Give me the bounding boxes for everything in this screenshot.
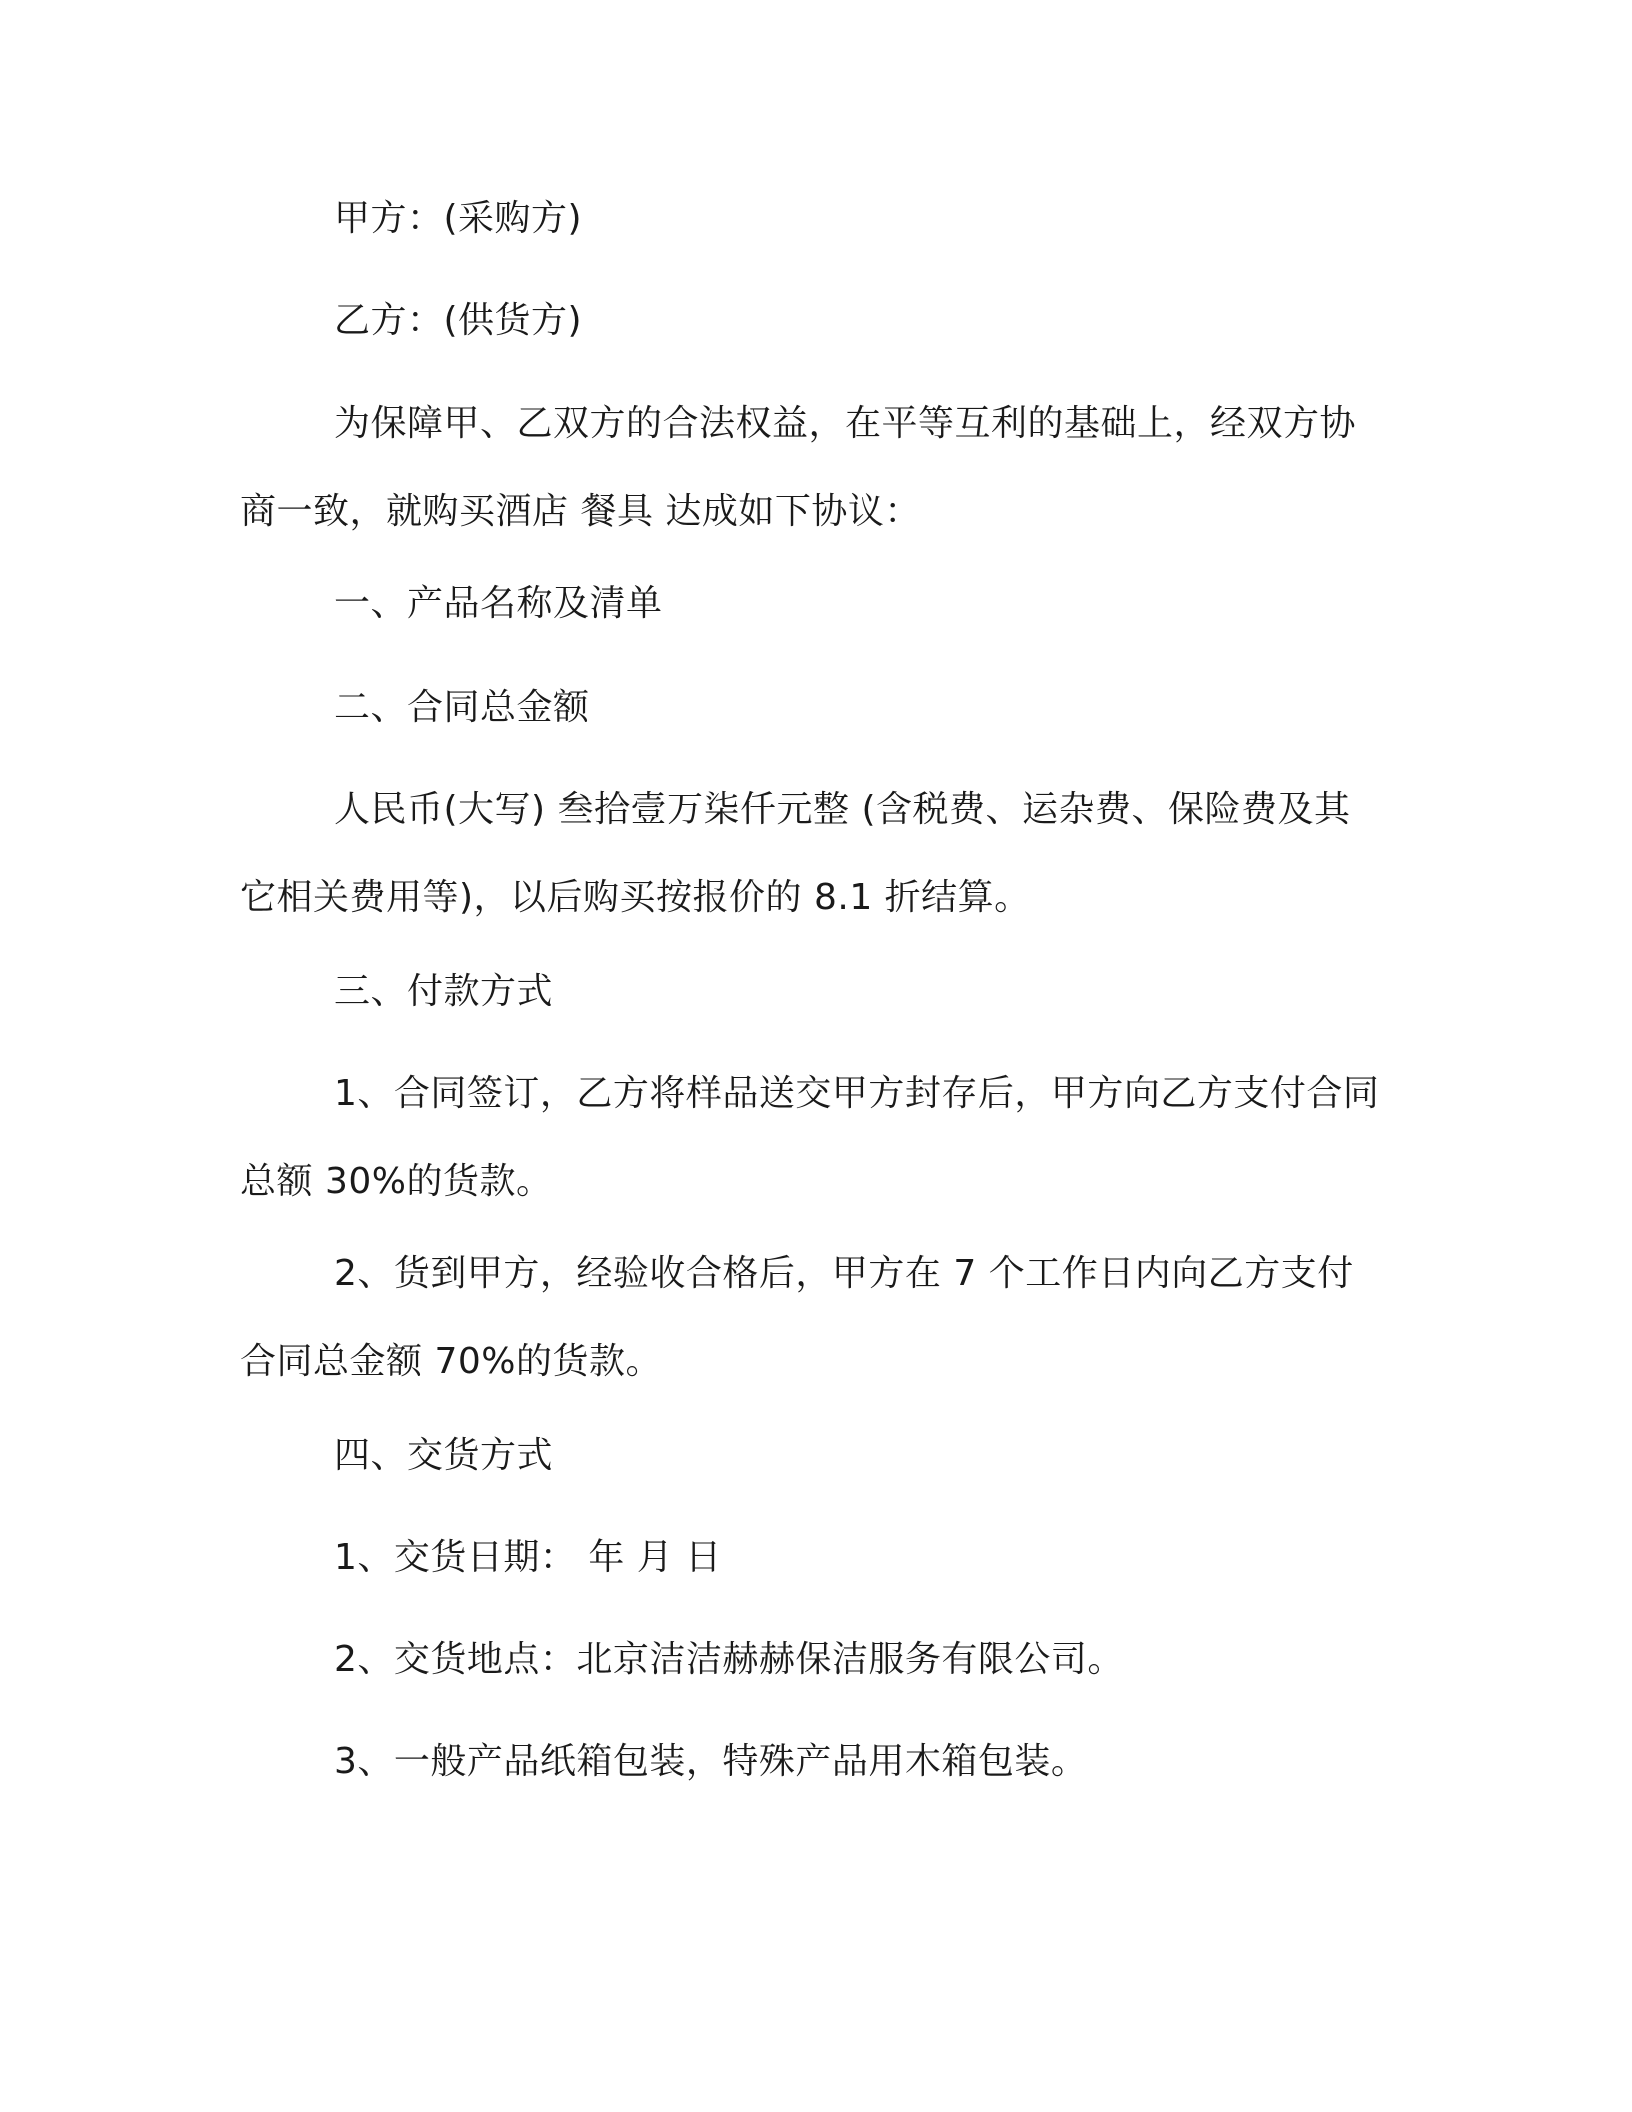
- packaging-line: 3、一般产品纸箱包装，特殊产品用木箱包装。: [334, 1741, 1088, 1782]
- delivery-date-line: 1、交货日期： 年 月 日: [334, 1537, 722, 1578]
- payment-clause-2: 2、货到甲方，经验收合格后，甲方在 7 个工作日内向乙方支付合同总金额 70%的货款。: [240, 1253, 1354, 1382]
- section-3-heading: 三、付款方式: [334, 971, 554, 1012]
- section-1-heading: 一、产品名称及清单: [334, 583, 663, 624]
- intro-paragraph: 为保障甲、乙双方的合法权益，在平等互利的基础上，经双方协商一致，就购买酒店 餐具 达成如下协议：: [240, 403, 1357, 532]
- section-4-heading: 四、交货方式: [334, 1435, 554, 1476]
- payment-clause-1: 1、合同签订，乙方将样品送交甲方封存后，甲方向乙方支付合同总额 30%的货款。: [240, 1073, 1380, 1202]
- section-2-heading: 二、合同总金额: [334, 687, 590, 728]
- party-b-line: 乙方：(供货方): [334, 300, 583, 341]
- section-2-body: 人民币(大写) 叁拾壹万柒仟元整 (含税费、运杂费、保险费及其它相关费用等)，以后购买按报价的 8.1 折结算。: [240, 789, 1351, 918]
- delivery-location-line: 2、交货地点：北京洁洁赫赫保洁服务有限公司。: [334, 1639, 1124, 1680]
- party-a-line: 甲方：(采购方): [334, 198, 583, 239]
